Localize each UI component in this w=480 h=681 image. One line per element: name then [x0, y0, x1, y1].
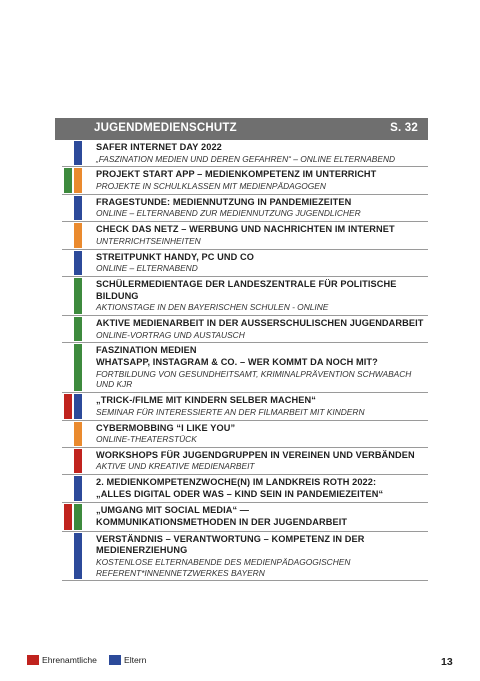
program-entry	[62, 195, 428, 222]
entry-title: 2. MEDIENKOMPETENZWOCHE(N) IM LANDKREIS ROTH 2022: „ALLES DIGITAL ODER WAS – KIND SEIN IN PANDEMIEZEITEN“	[96, 477, 384, 499]
legend-swatch-red	[27, 655, 39, 665]
entry-title: SAFER INTERNET DAY 2022	[96, 142, 222, 152]
entry-title: PROJEKT START APP – MEDIENKOMPETENZ IM UNTERRICHT	[96, 169, 377, 180]
category-markers	[62, 141, 82, 165]
entry-subtitle: ONLINE-THEATERSTÜCK	[96, 434, 197, 445]
category-marker-green	[74, 504, 82, 529]
program-entry	[62, 316, 428, 343]
category-marker-blue	[74, 196, 82, 220]
category-markers	[62, 196, 82, 220]
entry-title: STREITPUNKT HANDY, PC UND CO	[96, 251, 254, 262]
category-markers	[62, 449, 82, 473]
entry-subtitle: ONLINE-VORTRAG UND AUSTAUSCH	[96, 329, 245, 340]
entry-title: WORKSHOPS FÜR JUGENDGRUPPEN IN VEREINEN UND VERBÄNDEN	[96, 449, 415, 460]
program-entry	[62, 503, 428, 531]
category-marker-green	[74, 344, 82, 391]
category-marker-blue	[74, 251, 82, 275]
program-entry	[62, 140, 428, 167]
section-header	[55, 118, 428, 140]
category-markers	[62, 344, 82, 391]
page-number: 13	[441, 656, 453, 668]
program-entry	[62, 532, 428, 582]
entry-subtitle: AKTIVE UND KREATIVE MEDIENARBEIT	[96, 461, 255, 472]
program-entry	[62, 475, 428, 503]
program-entry	[62, 250, 428, 277]
entry-subtitle: KOSTENLOSE ELTERNABENDE DES MEDIENPÄDAGOGISCHEN REFERENT*INNENNETZWERKES BAYERN	[96, 556, 351, 578]
category-marker-red	[64, 394, 72, 418]
legend-item-eltern	[109, 655, 146, 665]
category-marker-green	[74, 317, 82, 341]
category-markers	[62, 394, 82, 418]
entry-title: „UMGANG MIT SOCIAL MEDIA“ — KOMMUNIKATIONSMETHODEN IN DER JUGENDARBEIT	[96, 505, 348, 528]
category-markers	[62, 223, 82, 247]
category-marker-red	[74, 449, 82, 473]
entry-subtitle: FORTBILDUNG VON GESUNDHEITSAMT, KRIMINALPRÄVENTION SCHWABACH UND KJR	[96, 368, 412, 390]
category-marker-blue	[74, 533, 82, 580]
category-markers	[62, 533, 82, 580]
program-list	[62, 140, 428, 581]
category-markers	[62, 476, 82, 501]
program-entry	[62, 277, 428, 316]
entry-subtitle: ONLINE – ELTERNABEND ZUR MEDIENNUTZUNG JUGENDLICHER	[96, 208, 361, 219]
section-page-ref: S. 32	[390, 122, 418, 134]
legend-item-ehrenamtliche	[27, 655, 97, 665]
entry-subtitle: AKTIONSTAGE IN DEN BAYERISCHEN SCHULEN - ONLINE	[96, 302, 329, 313]
legend-label: Ehrenamtliche	[42, 655, 97, 665]
category-marker-orange	[74, 422, 82, 446]
category-markers	[62, 251, 82, 275]
category-marker-blue	[74, 394, 82, 418]
category-marker-green	[64, 168, 72, 192]
entry-title: FRAGESTUNDE: MEDIENNUTZUNG IN PANDEMIEZEITEN	[96, 196, 352, 207]
category-markers	[62, 422, 82, 446]
entry-subtitle: PROJEKTE IN SCHULKLASSEN MIT MEDIENPÄDAGOGEN	[96, 180, 326, 191]
entry-title: VERSTÄNDNIS – VERANTWORTUNG – KOMPETENZ IN DER MEDIENERZIEHUNG	[96, 533, 365, 556]
section-title: JUGENDMEDIENSCHUTZ	[94, 122, 237, 134]
program-entry	[62, 167, 428, 194]
category-marker-red	[64, 504, 72, 529]
program-entry	[62, 222, 428, 249]
program-entry	[62, 393, 428, 420]
legend-swatch-blue	[109, 655, 121, 665]
entry-subtitle: ONLINE – ELTERNABEND	[96, 263, 198, 274]
category-marker-orange	[74, 223, 82, 247]
program-entry	[62, 421, 428, 448]
entry-title: CHECK DAS NETZ – WERBUNG UND NACHRICHTEN IM INTERNET	[96, 224, 395, 235]
entry-subtitle: UNTERRICHTSEINHEITEN	[96, 235, 201, 246]
category-marker-orange	[74, 168, 82, 192]
category-markers	[62, 168, 82, 192]
program-entry	[62, 343, 428, 393]
category-markers	[62, 278, 82, 314]
entry-subtitle: „FASZINATION MEDIEN UND DEREN GEFAHREN“ – ONLINE ELTERNABEND	[96, 153, 396, 164]
entry-title: AKTIVE MEDIENARBEIT IN DER AUSSERSCHULISCHEN JUGENDARBEIT	[96, 317, 424, 328]
entry-title: SCHÜLERMEDIENTAGE DER LANDESZENTRALE FÜR POLITISCHE BILDUNG	[96, 278, 397, 301]
legend-label: Eltern	[124, 655, 147, 665]
category-markers	[62, 504, 82, 529]
entry-title: „TRICK-/FILME MIT KINDERN SELBER MACHEN“	[96, 395, 316, 406]
entry-title: FASZINATION MEDIEN WHATSAPP, INSTAGRAM & CO. – WER KOMMT DA NOCH MIT?	[96, 345, 378, 367]
program-entry	[62, 448, 428, 475]
entry-subtitle: SEMINAR FÜR INTERESSIERTE AN DER FILMARBEIT MIT KINDERN	[96, 406, 365, 417]
category-marker-blue	[74, 141, 82, 165]
category-markers	[62, 317, 82, 341]
category-marker-blue	[74, 476, 82, 501]
category-marker-green	[74, 278, 82, 314]
entry-title: CYBERMOBBING “I LIKE YOU”	[96, 422, 236, 433]
